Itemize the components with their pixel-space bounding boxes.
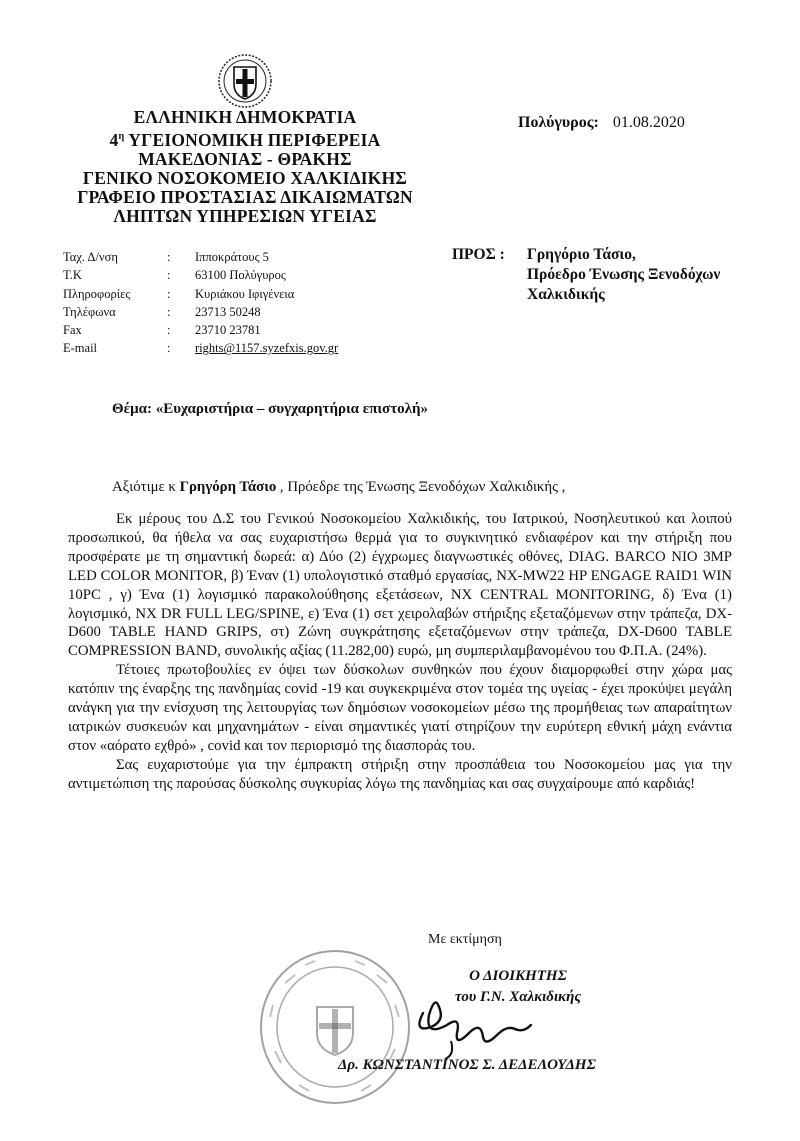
letter-subject: Θέμα: «Ευχαριστήρια – συγχαρητήρια επιστολή» (112, 401, 429, 417)
letter-date: 01.08.2020 (612, 114, 685, 131)
email-link[interactable]: rights@1157.syzefxis.gov.gr (195, 341, 339, 356)
contact-separator: : (167, 286, 171, 301)
contact-row (63, 321, 338, 339)
official-stamp-icon (255, 945, 415, 1110)
contact-value: 23713 50248 (195, 304, 261, 319)
recipient-line: Χαλκιδικής (527, 286, 605, 303)
body-paragraph: Τέτοιες πρωτοβουλίες εν όψει των δύσκολων συνθηκών που έχουν διαμορφωθεί στην χώρα μας κατόπιν της έναρξης της πανδημίας covid -19 και συγκεκριμένα στον τομέα της υγείας - έχει προκύψει μεγάλη ανάγκη για την ενίσχυση της λειτουργίας των δημόσιων νοσοκομείων μέσω της προμήθειας των απαραίτητων ιατρικών συσκευών και μηχανημάτων - είναι σημαντικές γιατί στηρίζουν την ευρύτερη εθνική μάχη ενάντια στον «αόρατο εχθρό» , covid και τον περιορισμό της διασποράς του. (68, 662, 732, 754)
signatory-title-line: Ο ΔΙΟΙΚΗΤΗΣ (469, 968, 567, 984)
recipient-line: Γρηγόριο Τάσιο, (527, 246, 636, 263)
header-line: ΓΡΑΦΕΙΟ ΠΡΟΣΤΑΣΙΑΣ ΔΙΚΑΙΩΜΑΤΩΝ (77, 186, 413, 207)
contact-value: 63100 Πολύγυρος (195, 268, 286, 283)
contact-row (63, 339, 338, 357)
contact-separator: : (167, 323, 171, 338)
contact-label: Ταχ. Δ/νση (63, 250, 118, 264)
body-paragraph: Εκ μέρους του Δ.Σ του Γενικού Νοσοκομείου Χαλκιδικής, του Ιατρικού, Νοσηλευτικού και λοιπού προσωπικού, θα ήθελα να σας ευχαριστήσω θερμά για το συγκινητικό ενδιαφέρον και την στήριξη που προσφέρατε με τη σημαντική δωρεά: α) Δύο (2) έγχρωμες διαγνωστικές οθόνες, DIAG. BARCO NIO 3MP LED COLOR MONITOR, β) Έναν (1) υπολογιστικό σταθμό εργασίας, NX-MW22 HP ENGAGE RAID1 WIN 10PC , γ) Ένα (1) λογισμικό παρακολούθησης εξετάσεων, NX CENTRAL MONITORING, δ) Ένα (1) λογισμικό, NX DR FULL LEG/SPINE, ε) Ένα (1) σετ χειρολαβών στήριξης εξεταζόμενων στην τράπεζα, DX-D600 TABLE HAND GRIPS, στ) Ζώνη συγκράτησης εξεταζόμενων στην τράπεζα, DX-D600 TABLE COMPRESSION BAND, συνολικής αξίας (11.282,00) ευρώ, μη συμπεριλαμβανομένου του Φ.Π.Α. (24%). (68, 511, 732, 660)
header-line: ΓΕΝΙΚΟ ΝΟΣΟΚΟΜΕΙΟ ΧΑΛΚΙΔΙΚΗΣ (82, 167, 408, 188)
header-line: ΕΛΛΗΝΙΚΗ ΔΗΜΟΚΡΑΤΙΑ (133, 107, 357, 127)
contact-value: Ιπποκράτους 5 (195, 250, 269, 264)
letter-body (68, 510, 732, 794)
contact-details (63, 248, 338, 358)
contact-label: E-mail (63, 341, 98, 356)
recipient-line: Πρόεδρο Ένωσης Ξενοδόχων (527, 266, 721, 283)
contact-label: Πληροφορίες (63, 286, 131, 301)
place-date (518, 114, 685, 132)
contact-label: Τηλέφωνα (63, 304, 116, 319)
issuer-header (60, 108, 430, 226)
contact-value: Κυριάκου Ιφιγένεια (195, 286, 295, 301)
salutation-prefix: Αξιότιμε κ (112, 479, 180, 495)
salutation-suffix: , Πρόεδρε της Ένωσης Ξενοδόχων Χαλκιδικής , (276, 479, 566, 495)
header-line: ΛΗΠΤΩΝ ΥΠΗΡΕΣΙΩΝ ΥΓΕΙΑΣ (113, 205, 377, 226)
closing-phrase: Με εκτίμηση (428, 932, 502, 947)
salutation-name: Γρηγόρη Τάσιο (179, 479, 277, 495)
signatory-name: Δρ. ΚΩΝΣΤΑΝΤΙΝΟΣ Σ. ΔΕΔΕΛΟΥΔΗΣ (338, 1057, 596, 1073)
signatory-title-line: του Γ.Ν. Χαλκιδικής (454, 989, 582, 1005)
contact-row (63, 303, 338, 321)
header-line-rest: ΥΓΕΙΟΝΟΜΙΚΗ ΠΕΡΙΦΕΡΕΙΑ (124, 129, 381, 150)
contact-separator: : (167, 304, 171, 319)
contact-row (63, 266, 338, 284)
header-line (60, 127, 430, 150)
recipient-label: ΠΡΟΣ : (452, 246, 505, 263)
greek-coat-of-arms-icon (217, 53, 273, 109)
handwritten-signature-icon (395, 985, 535, 1065)
header-line-superscript: η (118, 131, 125, 142)
contact-separator: : (167, 250, 171, 264)
contact-separator: : (167, 341, 171, 356)
salutation (112, 479, 565, 496)
place-label: Πολύγυρος: (518, 114, 599, 131)
header-line-prefix: 4 (109, 129, 119, 150)
contact-label: Τ.Κ (63, 268, 82, 283)
contact-value: 23710 23781 (195, 323, 261, 338)
contact-row (63, 285, 338, 303)
header-line: ΜΑΚΕΔΟΝΙΑΣ - ΘΡΑΚΗΣ (138, 148, 352, 169)
body-paragraph: Σας ευχαριστούμε για την έμπρακτη στήριξη στην προσπάθεια του Νοσοκομείου μας για την αντιμετώπιση της παρούσας δύσκολης συγκυρίας λόγω της πανδημίας και σας συγχαίρουμε από καρδιάς! (68, 756, 732, 792)
contact-row (63, 248, 338, 266)
contact-separator: : (167, 268, 171, 283)
contact-label: Fax (63, 323, 82, 338)
